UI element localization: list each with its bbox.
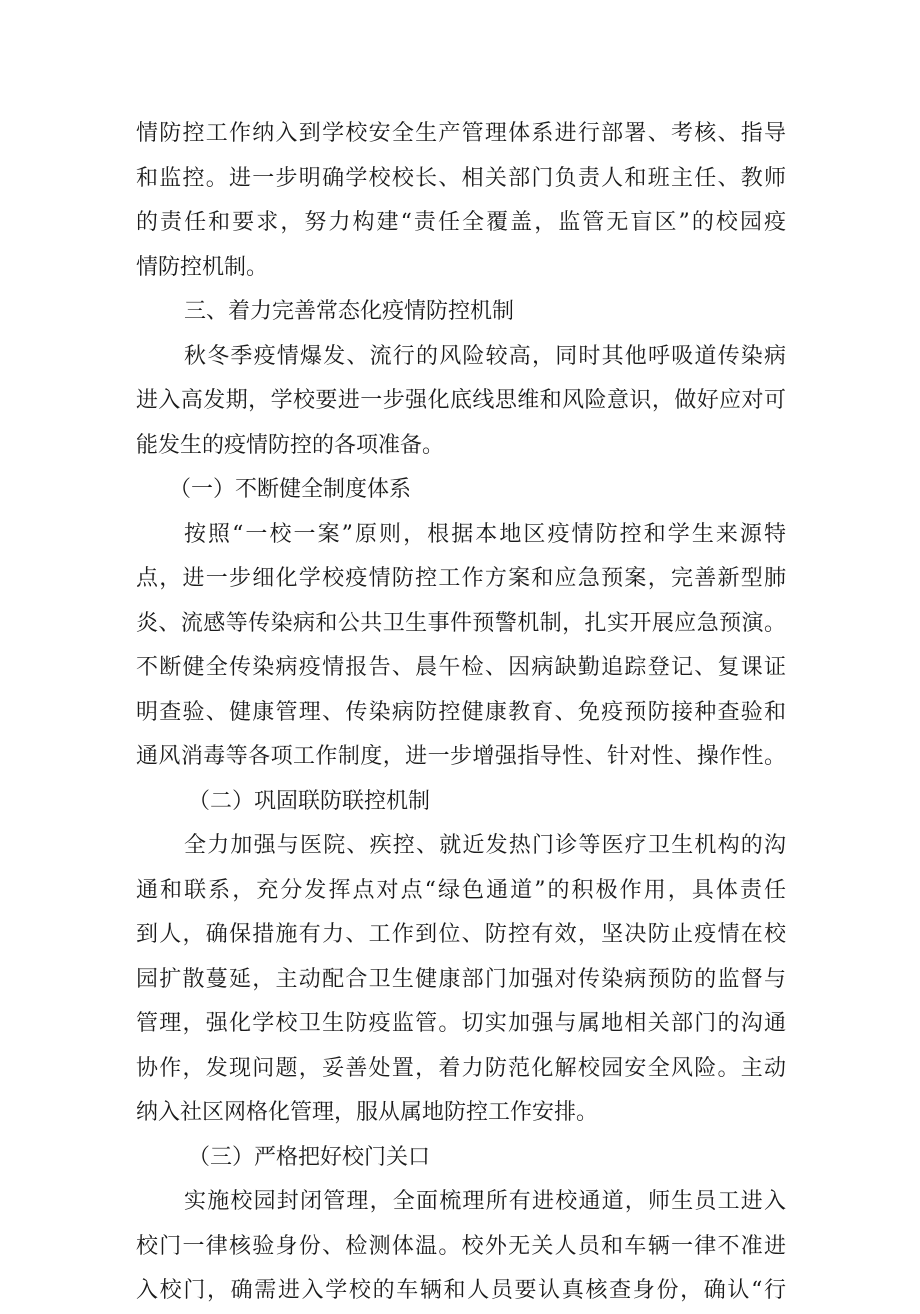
paragraph-line: 炎、流感等传染病和公共卫生事件预警机制，扎实开展应急预演。 bbox=[136, 610, 786, 636]
paragraph-line: 校门一律核验身份、检测体温。校外无关人员和车辆一律不准进 bbox=[136, 1233, 786, 1259]
subsection-heading: （二）巩固联防联控机制 bbox=[188, 788, 431, 814]
paragraph-line: 通风消毒等各项工作制度，进一步增强指导性、针对性、操作性。 bbox=[136, 744, 786, 769]
paragraph-line: 园扩散蔓延，主动配合卫生健康部门加强对传染病预防的监督与 bbox=[136, 966, 786, 992]
paragraph-line: 秋冬季疫情爆发、流行的风险较高，同时其他呼吸道传染病 bbox=[184, 343, 786, 369]
paragraph-line: 能发生的疫情防控的各项准备。 bbox=[136, 432, 445, 458]
paragraph-line: 管理，强化学校卫生防疫监管。切实加强与属地相关部门的沟通 bbox=[136, 1011, 786, 1036]
paragraph-line: 明查验、健康管理、传染病防控健康教育、免疫预防接种查验和 bbox=[136, 699, 786, 725]
paragraph-line: 进入高发期，学校要进一步强化底线思维和风险意识，做好应对可 bbox=[136, 388, 786, 413]
paragraph-line: 协作，发现问题，妥善处置，着力防范化解校园安全风险。主动 bbox=[136, 1055, 786, 1081]
subsection-heading: （一）不断健全制度体系 bbox=[169, 477, 412, 502]
paragraph-line: 通和联系，充分发挥点对点“绿色通道”的积极作用，具体责任 bbox=[136, 877, 786, 903]
paragraph-line: 不断健全传染病疫情报告、晨午检、因病缺勤追踪登记、复课证 bbox=[136, 655, 786, 680]
paragraph-line: 到人，确保措施有力、工作到位、防控有效，坚决防止疫情在校 bbox=[136, 922, 786, 947]
paragraph-line: 和监控。进一步明确学校校长、相关部门负责人和班主任、教师 bbox=[136, 165, 786, 191]
paragraph-line: 按照“一校一案”原则，根据本地区疫情防控和学生来源特 bbox=[184, 521, 786, 547]
section-heading: 三、着力完善常态化疫情防控机制 bbox=[184, 299, 515, 324]
subsection-heading: （三）严格把好校门关口 bbox=[188, 1144, 431, 1170]
paragraph-line: 点，进一步细化学校疫情防控工作方案和应急预案，完善新型肺 bbox=[136, 566, 786, 591]
document-body bbox=[136, 112, 786, 1314]
paragraph-line: 实施校园封闭管理，全面梳理所有进校通道，师生员工进入 bbox=[184, 1189, 786, 1214]
paragraph-line: 纳入社区网格化管理，服从属地防控工作安排。 bbox=[136, 1100, 599, 1125]
paragraph-line: 入校门，确需进入学校的车辆和人员要认真核查身份，确认“行 bbox=[136, 1278, 786, 1303]
paragraph-line: 情防控机制。 bbox=[136, 254, 269, 280]
paragraph-line: 的责任和要求，努力构建“责任全覆盖，监管无盲区”的校园疫 bbox=[136, 210, 786, 235]
paragraph-line: 情防控工作纳入到学校安全生产管理体系进行部署、考核、指导 bbox=[136, 121, 786, 146]
paragraph-line: 全力加强与医院、疾控、就近发热门诊等医疗卫生机构的沟 bbox=[184, 833, 786, 858]
